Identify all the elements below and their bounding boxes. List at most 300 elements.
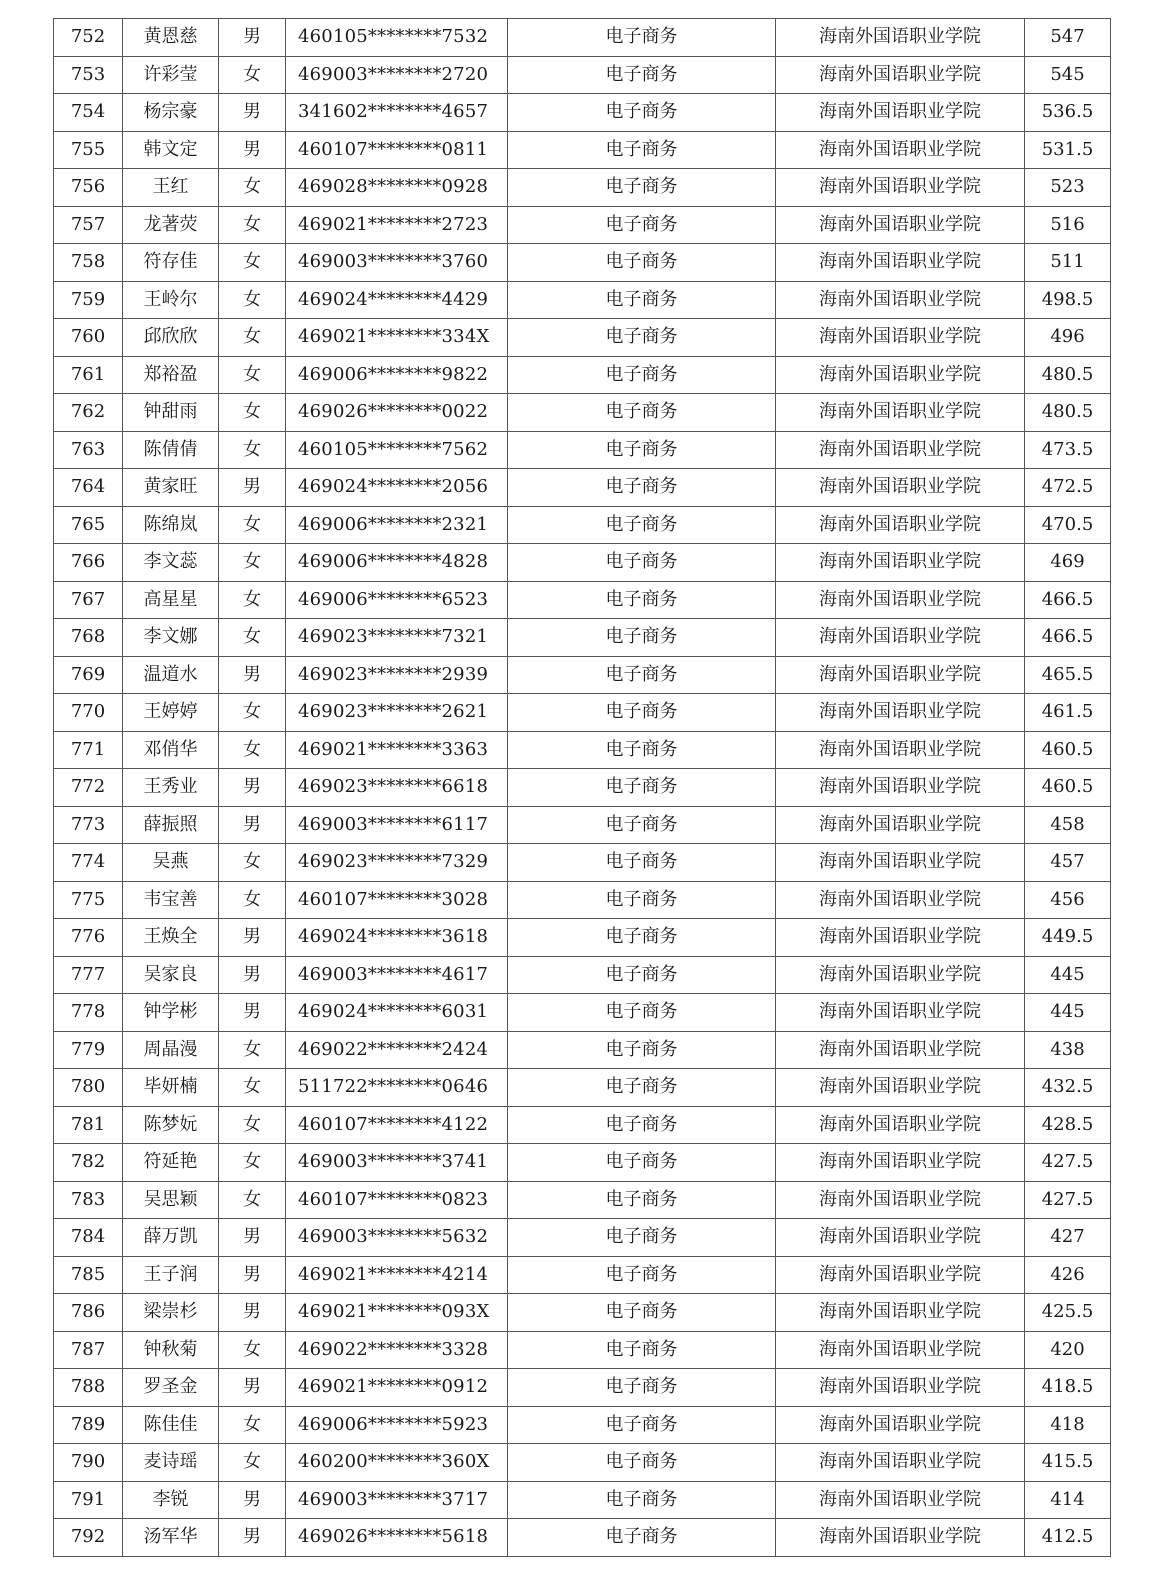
major-name: 电子商务 <box>508 206 776 244</box>
student-gender: 女 <box>219 731 286 769</box>
major-name: 电子商务 <box>508 1406 776 1444</box>
exam-score: 412.5 <box>1025 1519 1111 1557</box>
row-number: 753 <box>54 56 123 94</box>
school-name: 海南外国语职业学院 <box>776 394 1025 432</box>
student-name: 王秀业 <box>123 769 219 807</box>
student-name: 麦诗瑶 <box>123 1444 219 1482</box>
school-name: 海南外国语职业学院 <box>776 1106 1025 1144</box>
exam-score: 523 <box>1025 169 1111 207</box>
student-gender: 男 <box>219 656 286 694</box>
masked-id-number: 469026********5618 <box>286 1519 508 1557</box>
row-number: 770 <box>54 694 123 732</box>
exam-score: 480.5 <box>1025 394 1111 432</box>
masked-id-number: 469026********0022 <box>286 394 508 432</box>
table-row <box>54 994 1111 1032</box>
student-name: 毕妍楠 <box>123 1069 219 1107</box>
school-name: 海南外国语职业学院 <box>776 1144 1025 1182</box>
table-row <box>54 394 1111 432</box>
table-row <box>54 881 1111 919</box>
exam-score: 460.5 <box>1025 769 1111 807</box>
row-number: 790 <box>54 1444 123 1482</box>
masked-id-number: 469028********0928 <box>286 169 508 207</box>
major-name: 电子商务 <box>508 619 776 657</box>
table-row <box>54 319 1111 357</box>
exam-score: 449.5 <box>1025 919 1111 957</box>
table-row <box>54 1106 1111 1144</box>
row-number: 777 <box>54 956 123 994</box>
student-gender: 女 <box>219 619 286 657</box>
student-gender: 女 <box>219 206 286 244</box>
school-name: 海南外国语职业学院 <box>776 281 1025 319</box>
student-name: 韩文定 <box>123 131 219 169</box>
school-name: 海南外国语职业学院 <box>776 919 1025 957</box>
student-gender: 男 <box>219 1519 286 1557</box>
exam-score: 458 <box>1025 806 1111 844</box>
exam-score: 432.5 <box>1025 1069 1111 1107</box>
student-name: 薛万凯 <box>123 1219 219 1257</box>
table-row <box>54 169 1111 207</box>
row-number: 788 <box>54 1369 123 1407</box>
student-name: 龙著荧 <box>123 206 219 244</box>
exam-score: 418.5 <box>1025 1369 1111 1407</box>
major-name: 电子商务 <box>508 919 776 957</box>
table-row <box>54 769 1111 807</box>
masked-id-number: 469021********0912 <box>286 1369 508 1407</box>
masked-id-number: 460107********0823 <box>286 1181 508 1219</box>
admission-list-table <box>53 18 1111 1557</box>
student-gender: 女 <box>219 1444 286 1482</box>
major-name: 电子商务 <box>508 994 776 1032</box>
table-body <box>54 19 1111 1557</box>
masked-id-number: 469021********2723 <box>286 206 508 244</box>
school-name: 海南外国语职业学院 <box>776 769 1025 807</box>
major-name: 电子商务 <box>508 19 776 57</box>
table-row <box>54 1444 1111 1482</box>
row-number: 791 <box>54 1481 123 1519</box>
student-name: 吴家良 <box>123 956 219 994</box>
exam-score: 547 <box>1025 19 1111 57</box>
school-name: 海南外国语职业学院 <box>776 94 1025 132</box>
row-number: 774 <box>54 844 123 882</box>
exam-score: 469 <box>1025 544 1111 582</box>
row-number: 778 <box>54 994 123 1032</box>
row-number: 757 <box>54 206 123 244</box>
masked-id-number: 469024********3618 <box>286 919 508 957</box>
table-row <box>54 1406 1111 1444</box>
major-name: 电子商务 <box>508 1444 776 1482</box>
table-row <box>54 19 1111 57</box>
masked-id-number: 469023********7321 <box>286 619 508 657</box>
student-name: 王婷婷 <box>123 694 219 732</box>
student-gender: 男 <box>219 956 286 994</box>
table-row <box>54 431 1111 469</box>
table-row <box>54 56 1111 94</box>
exam-score: 426 <box>1025 1256 1111 1294</box>
major-name: 电子商务 <box>508 1369 776 1407</box>
exam-score: 473.5 <box>1025 431 1111 469</box>
major-name: 电子商务 <box>508 769 776 807</box>
school-name: 海南外国语职业学院 <box>776 806 1025 844</box>
masked-id-number: 341602********4657 <box>286 94 508 132</box>
student-gender: 男 <box>219 1481 286 1519</box>
masked-id-number: 469006********9822 <box>286 356 508 394</box>
masked-id-number: 460200********360X <box>286 1444 508 1482</box>
student-gender: 女 <box>219 1406 286 1444</box>
masked-id-number: 469003********6117 <box>286 806 508 844</box>
major-name: 电子商务 <box>508 1219 776 1257</box>
school-name: 海南外国语职业学院 <box>776 206 1025 244</box>
table-row <box>54 131 1111 169</box>
school-name: 海南外国语职业学院 <box>776 19 1025 57</box>
row-number: 776 <box>54 919 123 957</box>
table-row <box>54 1144 1111 1182</box>
row-number: 782 <box>54 1144 123 1182</box>
row-number: 755 <box>54 131 123 169</box>
school-name: 海南外国语职业学院 <box>776 1444 1025 1482</box>
student-name: 钟秋菊 <box>123 1331 219 1369</box>
student-name: 罗圣金 <box>123 1369 219 1407</box>
school-name: 海南外国语职业学院 <box>776 1519 1025 1557</box>
student-gender: 女 <box>219 694 286 732</box>
row-number: 779 <box>54 1031 123 1069</box>
table-row <box>54 1519 1111 1557</box>
school-name: 海南外国语职业学院 <box>776 356 1025 394</box>
student-gender: 女 <box>219 1181 286 1219</box>
student-name: 钟甜雨 <box>123 394 219 432</box>
major-name: 电子商务 <box>508 131 776 169</box>
row-number: 780 <box>54 1069 123 1107</box>
major-name: 电子商务 <box>508 694 776 732</box>
table-row <box>54 206 1111 244</box>
student-gender: 女 <box>219 1144 286 1182</box>
major-name: 电子商务 <box>508 1294 776 1332</box>
student-gender: 男 <box>219 1369 286 1407</box>
school-name: 海南外国语职业学院 <box>776 506 1025 544</box>
student-name: 梁崇杉 <box>123 1294 219 1332</box>
major-name: 电子商务 <box>508 1256 776 1294</box>
student-name: 符存佳 <box>123 244 219 282</box>
masked-id-number: 469003********3760 <box>286 244 508 282</box>
row-number: 781 <box>54 1106 123 1144</box>
student-gender: 男 <box>219 131 286 169</box>
masked-id-number: 469023********2621 <box>286 694 508 732</box>
school-name: 海南外国语职业学院 <box>776 1256 1025 1294</box>
student-gender: 女 <box>219 56 286 94</box>
table-row <box>54 469 1111 507</box>
row-number: 771 <box>54 731 123 769</box>
row-number: 783 <box>54 1181 123 1219</box>
student-gender: 女 <box>219 169 286 207</box>
major-name: 电子商务 <box>508 169 776 207</box>
row-number: 769 <box>54 656 123 694</box>
row-number: 760 <box>54 319 123 357</box>
exam-score: 466.5 <box>1025 581 1111 619</box>
table-row <box>54 1369 1111 1407</box>
masked-id-number: 469022********2424 <box>286 1031 508 1069</box>
row-number: 792 <box>54 1519 123 1557</box>
student-name: 符延艳 <box>123 1144 219 1182</box>
school-name: 海南外国语职业学院 <box>776 1294 1025 1332</box>
major-name: 电子商务 <box>508 731 776 769</box>
masked-id-number: 469023********2939 <box>286 656 508 694</box>
major-name: 电子商务 <box>508 1031 776 1069</box>
table-row <box>54 956 1111 994</box>
major-name: 电子商务 <box>508 506 776 544</box>
student-gender: 女 <box>219 394 286 432</box>
school-name: 海南外国语职业学院 <box>776 694 1025 732</box>
student-gender: 男 <box>219 919 286 957</box>
row-number: 759 <box>54 281 123 319</box>
table-row <box>54 506 1111 544</box>
exam-score: 498.5 <box>1025 281 1111 319</box>
exam-score: 516 <box>1025 206 1111 244</box>
major-name: 电子商务 <box>508 1181 776 1219</box>
major-name: 电子商务 <box>508 431 776 469</box>
masked-id-number: 469022********3328 <box>286 1331 508 1369</box>
major-name: 电子商务 <box>508 1481 776 1519</box>
masked-id-number: 469003********3717 <box>286 1481 508 1519</box>
exam-score: 531.5 <box>1025 131 1111 169</box>
student-gender: 女 <box>219 1331 286 1369</box>
major-name: 电子商务 <box>508 319 776 357</box>
student-gender: 女 <box>219 244 286 282</box>
student-gender: 女 <box>219 544 286 582</box>
exam-score: 465.5 <box>1025 656 1111 694</box>
row-number: 754 <box>54 94 123 132</box>
major-name: 电子商务 <box>508 94 776 132</box>
student-name: 吴燕 <box>123 844 219 882</box>
table-row <box>54 694 1111 732</box>
exam-score: 438 <box>1025 1031 1111 1069</box>
masked-id-number: 469006********6523 <box>286 581 508 619</box>
student-gender: 女 <box>219 581 286 619</box>
school-name: 海南外国语职业学院 <box>776 431 1025 469</box>
student-gender: 女 <box>219 1031 286 1069</box>
major-name: 电子商务 <box>508 1519 776 1557</box>
exam-score: 480.5 <box>1025 356 1111 394</box>
table-row <box>54 619 1111 657</box>
student-name: 吴思颖 <box>123 1181 219 1219</box>
masked-id-number: 469006********2321 <box>286 506 508 544</box>
exam-score: 425.5 <box>1025 1294 1111 1332</box>
exam-score: 461.5 <box>1025 694 1111 732</box>
student-name: 黄恩慈 <box>123 19 219 57</box>
student-name: 钟学彬 <box>123 994 219 1032</box>
row-number: 775 <box>54 881 123 919</box>
major-name: 电子商务 <box>508 356 776 394</box>
exam-score: 427 <box>1025 1219 1111 1257</box>
student-name: 汤军华 <box>123 1519 219 1557</box>
masked-id-number: 469021********093X <box>286 1294 508 1332</box>
table-row <box>54 1481 1111 1519</box>
student-gender: 男 <box>219 94 286 132</box>
table-row <box>54 844 1111 882</box>
school-name: 海南外国语职业学院 <box>776 544 1025 582</box>
school-name: 海南外国语职业学院 <box>776 469 1025 507</box>
student-name: 邓俏华 <box>123 731 219 769</box>
student-name: 许彩莹 <box>123 56 219 94</box>
table-row <box>54 244 1111 282</box>
school-name: 海南外国语职业学院 <box>776 1219 1025 1257</box>
table-row <box>54 1294 1111 1332</box>
school-name: 海南外国语职业学院 <box>776 1369 1025 1407</box>
major-name: 电子商务 <box>508 1069 776 1107</box>
student-name: 高星星 <box>123 581 219 619</box>
school-name: 海南外国语职业学院 <box>776 244 1025 282</box>
student-gender: 女 <box>219 844 286 882</box>
table-row <box>54 1331 1111 1369</box>
masked-id-number: 460107********3028 <box>286 881 508 919</box>
table-row <box>54 356 1111 394</box>
school-name: 海南外国语职业学院 <box>776 731 1025 769</box>
masked-id-number: 469023********6618 <box>286 769 508 807</box>
student-name: 陈绵岚 <box>123 506 219 544</box>
exam-score: 418 <box>1025 1406 1111 1444</box>
table-row <box>54 806 1111 844</box>
student-gender: 女 <box>219 1106 286 1144</box>
exam-score: 511 <box>1025 244 1111 282</box>
major-name: 电子商务 <box>508 394 776 432</box>
major-name: 电子商务 <box>508 956 776 994</box>
school-name: 海南外国语职业学院 <box>776 581 1025 619</box>
major-name: 电子商务 <box>508 281 776 319</box>
school-name: 海南外国语职业学院 <box>776 1331 1025 1369</box>
student-name: 李文蕊 <box>123 544 219 582</box>
exam-score: 445 <box>1025 956 1111 994</box>
student-gender: 女 <box>219 319 286 357</box>
student-name: 温道水 <box>123 656 219 694</box>
row-number: 772 <box>54 769 123 807</box>
masked-id-number: 469023********7329 <box>286 844 508 882</box>
exam-score: 415.5 <box>1025 1444 1111 1482</box>
exam-score: 456 <box>1025 881 1111 919</box>
student-name: 邱欣欣 <box>123 319 219 357</box>
student-name: 周晶漫 <box>123 1031 219 1069</box>
row-number: 767 <box>54 581 123 619</box>
school-name: 海南外国语职业学院 <box>776 881 1025 919</box>
masked-id-number: 460105********7532 <box>286 19 508 57</box>
student-name: 李文娜 <box>123 619 219 657</box>
exam-score: 445 <box>1025 994 1111 1032</box>
major-name: 电子商务 <box>508 56 776 94</box>
student-gender: 男 <box>219 1294 286 1332</box>
school-name: 海南外国语职业学院 <box>776 1069 1025 1107</box>
major-name: 电子商务 <box>508 806 776 844</box>
masked-id-number: 460107********4122 <box>286 1106 508 1144</box>
student-gender: 男 <box>219 994 286 1032</box>
school-name: 海南外国语职业学院 <box>776 619 1025 657</box>
student-name: 陈梦妧 <box>123 1106 219 1144</box>
school-name: 海南外国语职业学院 <box>776 131 1025 169</box>
row-number: 758 <box>54 244 123 282</box>
school-name: 海南外国语职业学院 <box>776 994 1025 1032</box>
row-number: 785 <box>54 1256 123 1294</box>
exam-score: 496 <box>1025 319 1111 357</box>
row-number: 761 <box>54 356 123 394</box>
exam-score: 470.5 <box>1025 506 1111 544</box>
major-name: 电子商务 <box>508 1106 776 1144</box>
row-number: 752 <box>54 19 123 57</box>
major-name: 电子商务 <box>508 544 776 582</box>
row-number: 765 <box>54 506 123 544</box>
row-number: 762 <box>54 394 123 432</box>
school-name: 海南外国语职业学院 <box>776 319 1025 357</box>
masked-id-number: 469024********2056 <box>286 469 508 507</box>
student-gender: 男 <box>219 1256 286 1294</box>
student-name: 王子润 <box>123 1256 219 1294</box>
school-name: 海南外国语职业学院 <box>776 956 1025 994</box>
school-name: 海南外国语职业学院 <box>776 1481 1025 1519</box>
masked-id-number: 511722********0646 <box>286 1069 508 1107</box>
exam-score: 460.5 <box>1025 731 1111 769</box>
table-row <box>54 1219 1111 1257</box>
student-name: 陈倩倩 <box>123 431 219 469</box>
exam-score: 457 <box>1025 844 1111 882</box>
school-name: 海南外国语职业学院 <box>776 56 1025 94</box>
student-name: 王红 <box>123 169 219 207</box>
exam-score: 472.5 <box>1025 469 1111 507</box>
table-row <box>54 544 1111 582</box>
major-name: 电子商务 <box>508 1144 776 1182</box>
student-name: 陈佳佳 <box>123 1406 219 1444</box>
exam-score: 536.5 <box>1025 94 1111 132</box>
row-number: 773 <box>54 806 123 844</box>
exam-score: 545 <box>1025 56 1111 94</box>
masked-id-number: 469003********4617 <box>286 956 508 994</box>
student-gender: 女 <box>219 356 286 394</box>
student-gender: 女 <box>219 281 286 319</box>
student-name: 郑裕盈 <box>123 356 219 394</box>
student-gender: 男 <box>219 769 286 807</box>
table-row <box>54 1069 1111 1107</box>
masked-id-number: 469021********334X <box>286 319 508 357</box>
row-number: 768 <box>54 619 123 657</box>
masked-id-number: 469021********3363 <box>286 731 508 769</box>
table-row <box>54 581 1111 619</box>
student-name: 韦宝善 <box>123 881 219 919</box>
student-gender: 女 <box>219 431 286 469</box>
row-number: 766 <box>54 544 123 582</box>
major-name: 电子商务 <box>508 581 776 619</box>
major-name: 电子商务 <box>508 844 776 882</box>
school-name: 海南外国语职业学院 <box>776 169 1025 207</box>
table-row <box>54 1181 1111 1219</box>
school-name: 海南外国语职业学院 <box>776 844 1025 882</box>
student-gender: 女 <box>219 881 286 919</box>
masked-id-number: 460107********0811 <box>286 131 508 169</box>
row-number: 763 <box>54 431 123 469</box>
table-row <box>54 731 1111 769</box>
table-row <box>54 1031 1111 1069</box>
table-row <box>54 919 1111 957</box>
masked-id-number: 469003********5632 <box>286 1219 508 1257</box>
masked-id-number: 469021********4214 <box>286 1256 508 1294</box>
exam-score: 420 <box>1025 1331 1111 1369</box>
masked-id-number: 469003********3741 <box>286 1144 508 1182</box>
school-name: 海南外国语职业学院 <box>776 1181 1025 1219</box>
masked-id-number: 469024********4429 <box>286 281 508 319</box>
student-gender: 男 <box>219 806 286 844</box>
masked-id-number: 460105********7562 <box>286 431 508 469</box>
row-number: 786 <box>54 1294 123 1332</box>
row-number: 784 <box>54 1219 123 1257</box>
student-name: 王焕全 <box>123 919 219 957</box>
student-name: 杨宗豪 <box>123 94 219 132</box>
row-number: 756 <box>54 169 123 207</box>
exam-score: 427.5 <box>1025 1181 1111 1219</box>
student-name: 薛振照 <box>123 806 219 844</box>
masked-id-number: 469006********5923 <box>286 1406 508 1444</box>
